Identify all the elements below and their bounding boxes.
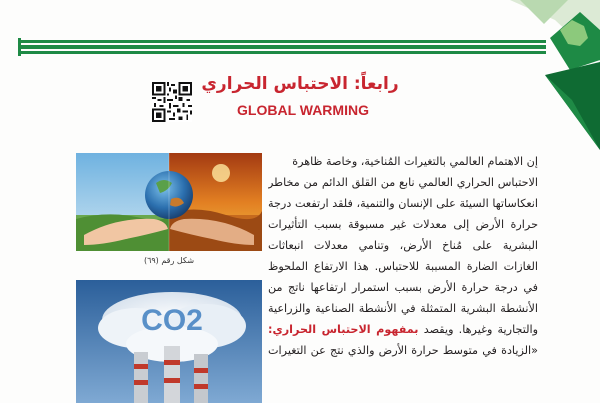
paragraph-line: في درجة حرارة الأرض بسبب استمرار ارتفاعها ناتج من [268,281,538,294]
co2-smokestacks-image [76,280,262,403]
header-rule-cap [18,38,21,56]
paragraph-line: انعكاساتها السيئة على الإنسان والتنمية، فلقد ارتفعت درجة [268,197,538,210]
co2-label: CO2 [141,304,203,337]
earth-in-hands-image [76,153,262,251]
qr-code-icon[interactable] [152,82,192,122]
paragraph-line: الاحتباس الحراري العالمي نابع من القلق الدائم من مخاطر [268,176,538,189]
paragraph-line: حرارة الأرض إلى معدلات غير مسبوقة بسبب التأثيرات [268,218,538,231]
paragraph-line: الأنشطة البشرية المتمثلة في الأنشطة الصناعية والزراعية [268,302,538,315]
section-title-arabic: رابعاً: الاحتباس الحراري [201,74,399,94]
header-rule-inner [18,45,546,49]
paragraph-line: إن الاهتمام العالمي بالتغيرات المُناخية، وخاصة ظاهرة [292,155,538,168]
body-paragraph [268,151,538,361]
section-title-english: GLOBAL WARMING [237,102,369,118]
figure-caption: شكل رقم (٦٩) [143,256,195,265]
paragraph-line [268,319,538,340]
paragraph-line: الغازات الضارة المسببة للاحتباس. هذا الارتفاع الملحوظ [268,260,538,273]
paragraph-line-prefix: والتجارية وغيرها. ويقصد [418,323,538,336]
highlighted-term: بمفهوم الاحتباس الحراري: [268,323,419,336]
paragraph-line: البشرية على مُناخ الأرض، وتنامي معدلات انبعاثات [268,239,538,252]
paragraph-line: «الزيادة في متوسط حرارة الأرض والذي نتج عن التغيرات [268,344,538,357]
map-corner-icon [510,0,600,150]
